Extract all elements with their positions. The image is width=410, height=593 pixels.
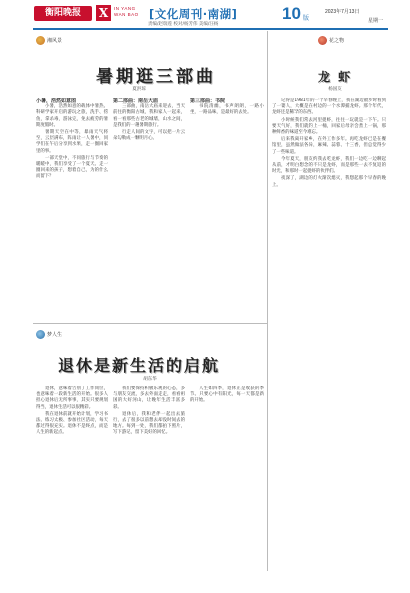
article-subhead: 第二部曲：南岳大庙 bbox=[113, 98, 159, 104]
article-subhead: 小暑，浩然如意图 bbox=[36, 98, 77, 104]
masthead-rule bbox=[33, 28, 388, 30]
issue-date: 2023年7月13日 bbox=[325, 9, 360, 15]
article-headline[interactable]: 暑期逛三部曲 bbox=[96, 67, 216, 87]
page-label: 版 bbox=[303, 15, 310, 22]
article-paragraph: 我们要保持积极乐观的心态，多与朋友交流，多去外面走走，看看祖国的大好河山，让晚年生活丰富多彩。 bbox=[113, 386, 185, 410]
article-column-2 bbox=[113, 386, 185, 586]
masthead bbox=[0, 0, 410, 30]
column-label: 花之物 bbox=[329, 38, 345, 44]
article-paragraph: 一部天堂中，不同旅行与节奏的暖暖中，我们享受了一个夏天。走一圈回来的孩子，想着自己，为的什么而留下？ bbox=[36, 155, 108, 180]
article-column-1 bbox=[36, 98, 108, 320]
article-column-3 bbox=[190, 98, 264, 320]
article-byline: 胡东华 bbox=[143, 377, 157, 382]
article-paragraph: 我在退休前就开始计划，学习书法、练习太极、参加社区活动，每天都过得很充实。退休不是终点，而是人生的新起点。 bbox=[36, 411, 108, 436]
article-paragraph: 今年夏天，朋友约我去吃龙虾，我们一边吃一边聊起从前，才明白想念的不只是龙虾，而是那些一去不复返的时光，和那时一起捉虾的伙伴们。 bbox=[272, 156, 386, 175]
column-tag-left-bottom bbox=[36, 330, 62, 339]
article-paragraph: 记得是1981年的一个早春晚上，我在湖边散步时看到了一篓人，大概是在村边的一个水潭捕龙虾。那个年代，龙虾还是稀罕的东西。 bbox=[272, 98, 386, 116]
article-paragraph: 夜深了，湖边的灯火渐次熄灭，我想起那个早春的晚上。 bbox=[272, 176, 386, 188]
article-paragraph: 退休后，我和老伴一起出去旅行，去了很多以前想去却没时间去的地方。每到一处，我们都拍下照片，写下游记，留下美好的回忆。 bbox=[113, 411, 185, 436]
article-paragraph: 小时候我们常去河里捉虾，往往一玩就是一下午。只要天气好，我们就钓上一桶，回家后母亲会煮上一锅，那种鲜香的味道至今难忘。 bbox=[272, 117, 386, 136]
article-paragraph: 暑期天空在中等，暴雨天气将至，云层满布，阵雨让一人暑中，同学们在午后分享到水果，走一圈回家里的事。 bbox=[36, 130, 108, 154]
column-divider bbox=[267, 31, 268, 571]
paper-english-name: IN YANG WAN BAO bbox=[114, 6, 139, 17]
flower-icon bbox=[318, 36, 327, 45]
section-divider bbox=[33, 323, 267, 324]
article-headline[interactable]: 龙 虾 bbox=[318, 70, 353, 84]
article-paragraph: 三部曲，南岳大庙来迎去，当天前往的衡阳古城，我和家人一起来，看一看那些古老的城墙，山水之间，是我们的一趟暑期旅行。 bbox=[113, 104, 185, 128]
article-subhead: 第三部曲：书院 bbox=[190, 98, 226, 104]
flower-icon bbox=[36, 330, 45, 339]
article-paragraph: 退休，意味着告别了工作岗位，也意味着一段新生活的开始。很多人担心退休后无所事事，其实只要规划得当，退休生活可以很精彩。 bbox=[36, 386, 108, 410]
section-title: [文化周刊·南湖] bbox=[149, 7, 238, 21]
newspaper-logo: 衡阳晚报 bbox=[34, 6, 92, 21]
flower-icon bbox=[36, 36, 45, 45]
article-column-1 bbox=[36, 386, 108, 586]
column-tag-left-top bbox=[36, 36, 62, 45]
page-number: 10 bbox=[282, 4, 301, 23]
article-headline[interactable]: 退休是新生活的启航 bbox=[58, 356, 221, 375]
article-paragraph: 人生如四季，退休正是收获的季节。只要心中有阳光，每一天都是新的开始。 bbox=[190, 386, 264, 404]
section-letter: X bbox=[96, 5, 111, 21]
article-column-3 bbox=[190, 386, 264, 586]
article-column-2 bbox=[113, 98, 185, 320]
issue-weekday: 星期一 bbox=[368, 18, 384, 24]
article-paragraph: 小暑，浩然如意的载体中暑热。科研学家开启的游玩之旅，洗手、捞鱼，拿杀毒，游泳完，免去疲劳的暑期度假时。 bbox=[36, 104, 108, 128]
column-label: 湘风景 bbox=[47, 38, 63, 44]
column-tag-right bbox=[318, 36, 344, 45]
article-paragraph: 行走人间的文字，可以把一片云朵勾勒成一颗明月心。 bbox=[113, 130, 185, 142]
article-byline: 杨国友 bbox=[328, 87, 342, 92]
article-byline: 夏洪琼 bbox=[132, 87, 146, 92]
editor-credits: 责编/赵瑞莲 校对/杨芳伟 美编/汪杨 bbox=[148, 22, 219, 27]
article-body bbox=[272, 98, 386, 568]
column-label: 梦人生 bbox=[47, 332, 63, 338]
article-paragraph: 后来我离开家乡，在外工作多年。再吃龙虾已是在餐馆里，虽然做法各异，麻辣、蒜蓉、十三香，但总觉得少了一些味道。 bbox=[272, 137, 386, 155]
article-paragraph: 书院清幽，书声朗朗，一路小坐，一路品味，是最好的去处。 bbox=[190, 104, 264, 116]
